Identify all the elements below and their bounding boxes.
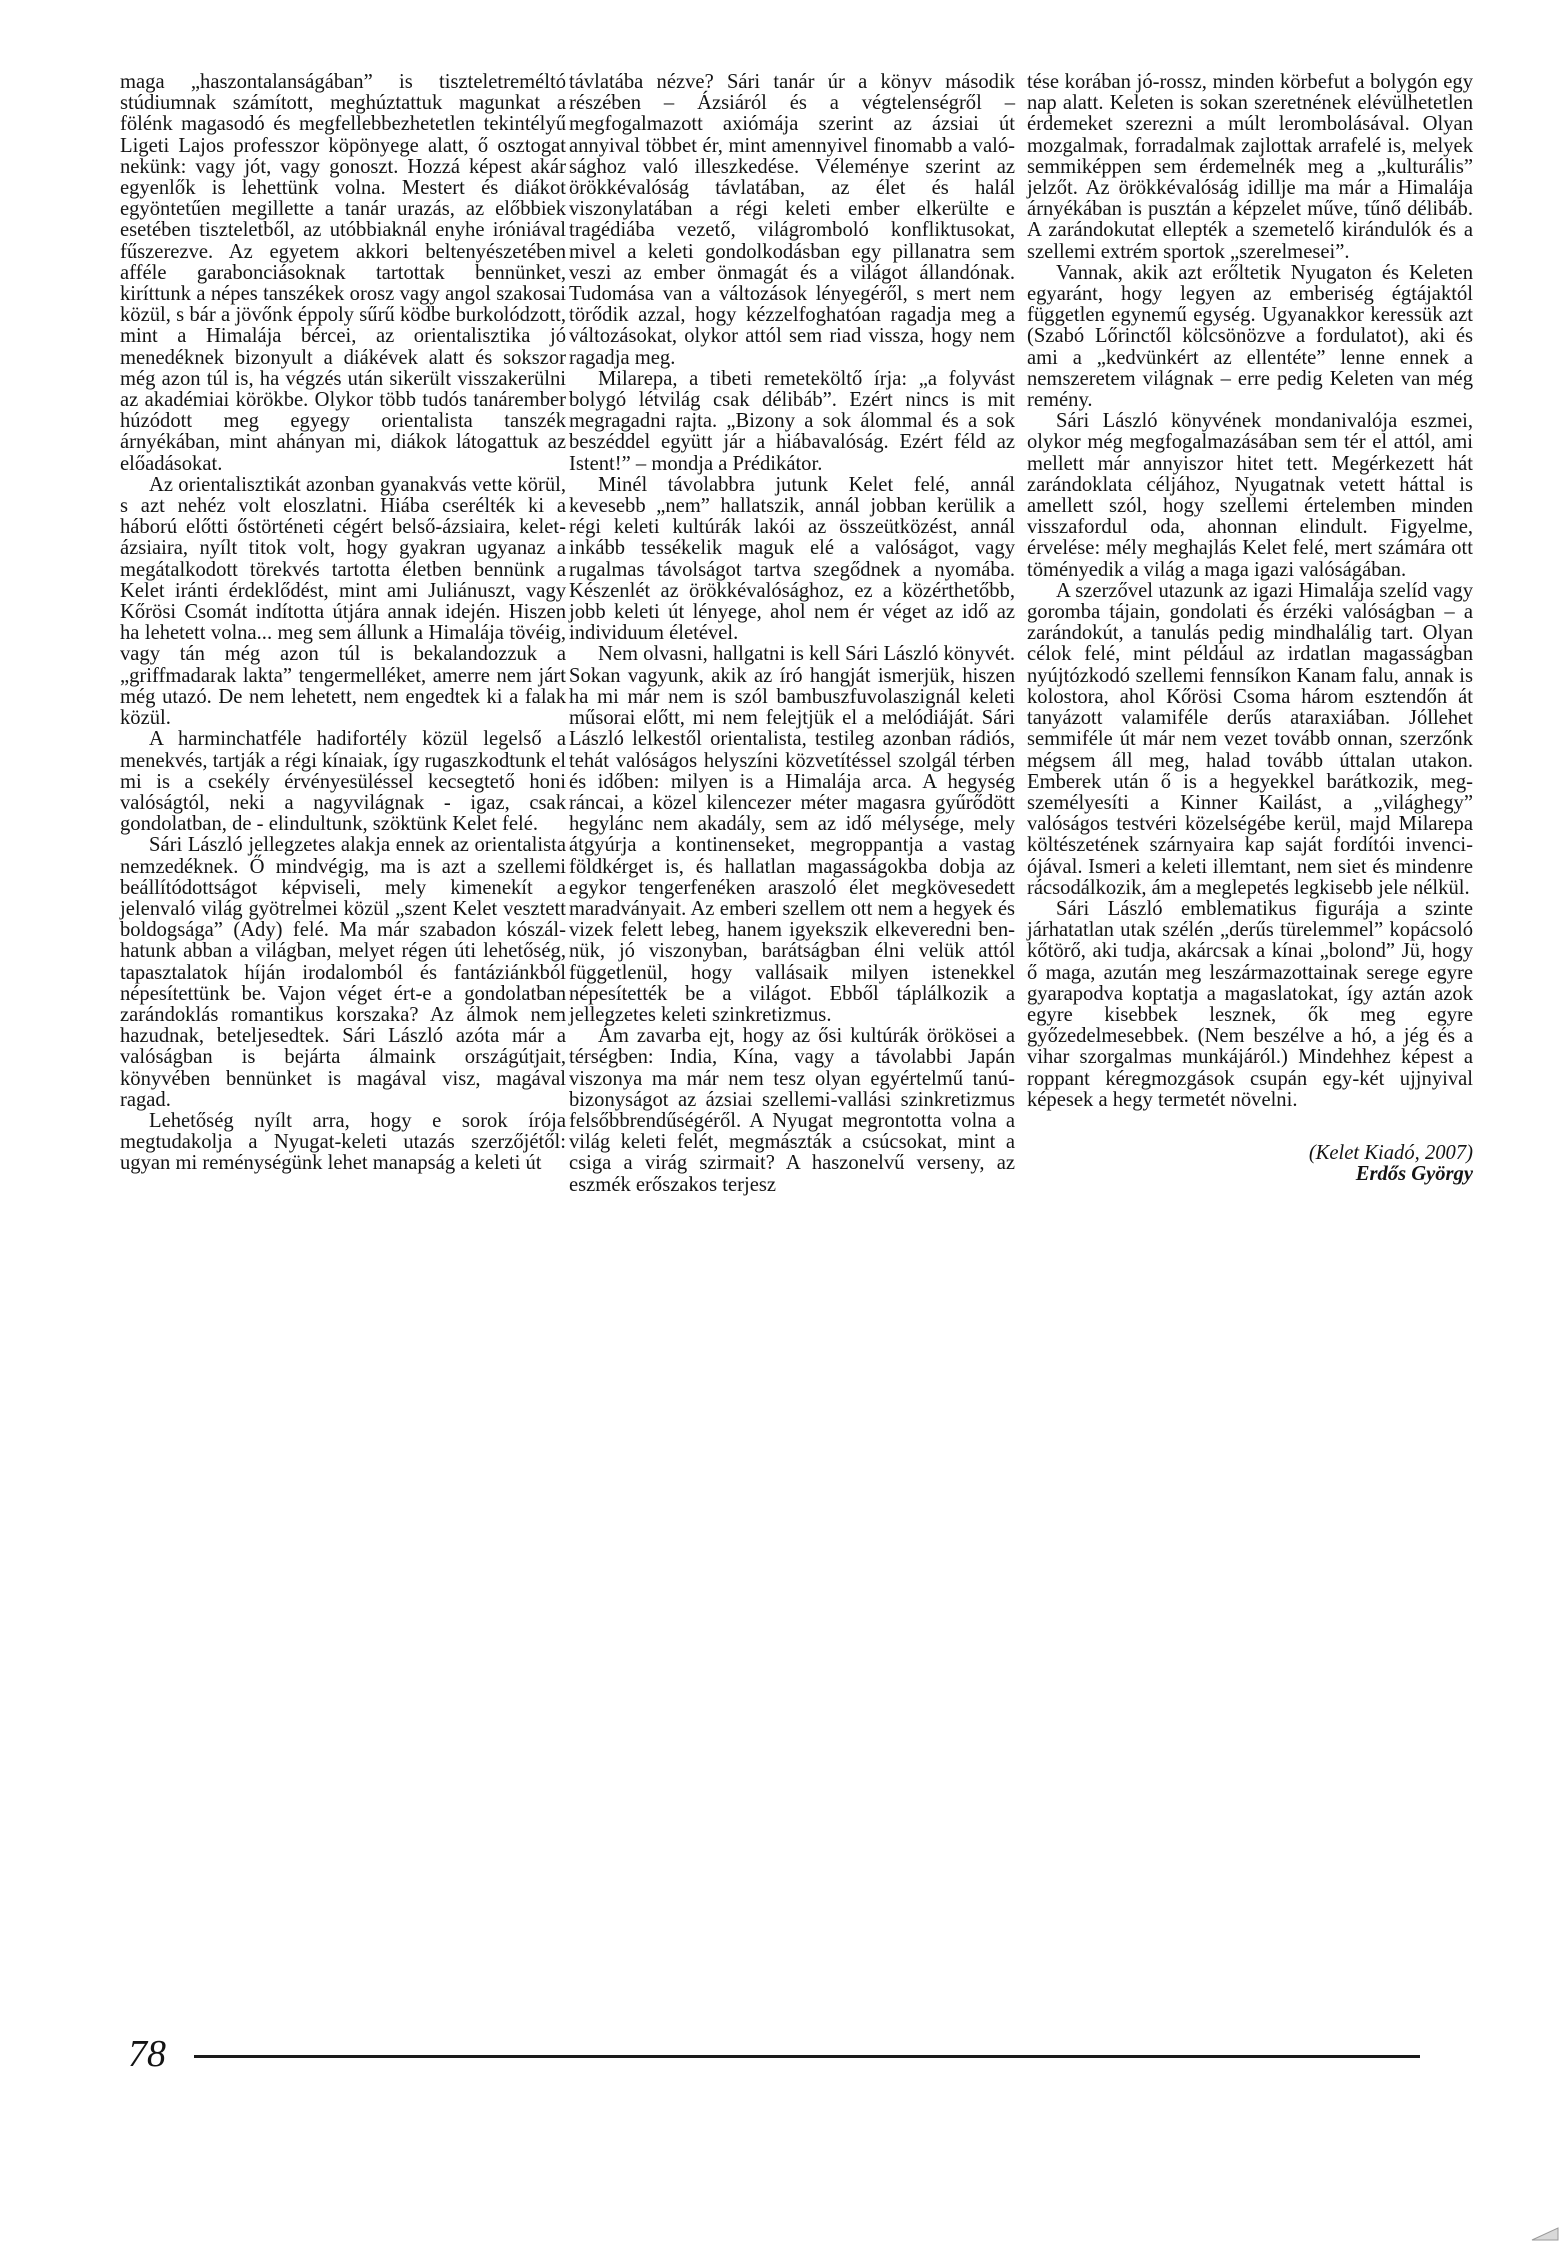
paragraph: Minél távolabbra jutunk Kelet felé, annál kevesebb „nem” hallatszik, annál jobban kerülik a régi keleti kultúrák lakói az összeütközést, annál inkább tessékelik maguk elé a valóságot, vagy rugalmas távolságot tartva szegődnek a nyomába. Készenlét az örökkévalósághoz, ez a közérthetőbb, jobb keleti út lényege, ahol nem ér véget az idő az individuum életével. bbox=[569, 473, 1015, 645]
paragraph: Sári László jellegzetes alakja ennek az orientalista nemzedéknek. Ő mindvégig, ma is azt a szellemi beállítódottságot képviseli, mely kimenekít a jelenvaló világ gyötrelmei közül „szent Kelet vesztett boldogsága” (Ady) felé. Ma már szabadon kószálhatunk abban a világban, melyet régen úti lehetőség, tapasztalatok híján irodalomból és fantáziánkból népesítettünk be. Vajon véget ért-e a gondolatban zarándoklás romantikus korszaka? Az álmok nem hazudnak, beteljesedtek. Sári László azóta már a valóságban is bejárta álmaink országútjait, könyvében bennünket is magával visz, magával ragad. bbox=[120, 834, 566, 1111]
paragraph: Vannak, akik azt erőltetik Nyugaton és Keleten egyaránt, hogy legyen az emberiség égtájaktól független egynemű egység. Ugyanakkor keressük azt (Szabó Lőrinctől kölcsönözve a fordulatot), aki és ami a „kedvünkért az ellentéte” lenne ennek a nemszeretem világnak – erre pedig Keleten van még remény. bbox=[1027, 261, 1473, 412]
paragraph: Lehetőség nyílt arra, hogy e sorok írója megtudakolja a Nyugat-keleti utazás szerzőjétől: ugyan mi reménységünk lehet manapság a keleti út bbox=[120, 1109, 566, 1175]
scan-corner-mark-icon bbox=[1530, 2224, 1560, 2242]
page-footer bbox=[128, 2032, 1418, 2082]
paragraph: A szerzővel utazunk az igazi Himalája szelíd vagy goromba tájain, gondolati és érzéki valóságban – a zarándokút, a tanulás pedig mindhalálig tart. Olyan célok felé, mint például az irdatlan magasságban nyújtózkodó szellemi fennsíkon Kanam falu, annak is kolostora, ahol Kőrösi Csoma három esztendőn át tanyázott valamiféle derűs ataraxiában. Jóllehet semmiféle út már nem vezet tovább onnan, szerzőnk mégsem áll meg, halad tovább úttalan utakon. Emberek után ő is a hegyekkel barátkozik, megszemélyesíti a Kinner Kailást, a „világhegy” valóságos testvéri közelségébe kerül, majd Milarepa költészetének szárnyaira kap saját fordítói invenciójával. Ismeri a keleti illemtant, nem siet és mindenre rácsodálkozik, ám a meglepetés legkisebb jele nélkül. bbox=[1027, 579, 1473, 899]
footer-rule bbox=[194, 2055, 1420, 2058]
paragraph: Ám zavarba ejt, hogy az ősi kultúrák örökösei a térségben: India, Kína, vagy a távolabbi Japán viszonya ma már nem tesz olyan egyértelmű tanúbizonyságot az ázsiai szellemi-vallási szinkretizmus felsőbbrendűségéről. A Nyugat megrontotta volna a világ keleti felét, megmászták a csúcsokat, mint a csiga a virág szirmait? A haszonelvű verseny, az eszmék erőszakos terjesz bbox=[569, 1025, 1015, 1196]
paragraph: tése korában jó-rossz, minden körbefut a bolygón egy nap alatt. Keleten is sokan szeretnének elévülhetetlen érdemeket szerezni a múlt lerombolásával. Olyan mozgalmak, forradalmak zajlottak arrafelé is, melyek semmiképpen sem érdemelnék meg a „kulturális” jelzőt. Az örökkévalóság idillje ma már a Himalája árnyékában is pusztán a képzelet műve, tűnő délibáb. A zarándokutat ellepték a szemetelő kirándulók és a szellemi extrém sportok „szerelmesei”. bbox=[1027, 71, 1473, 263]
paragraph: távlatába nézve? Sári tanár úr a könyv második részében – Ázsiáról és a végtelenségről – megfogalmazott axiómája szerint az ázsiai út annyival többet ér, mint amennyivel finomabb a valósághoz való illeszkedése. Véleménye szerint az örökkévalóság távlatában, az élet és halál viszonylatában a régi keleti ember elkerülte e tragédiába vezető, világromboló konfliktusokat, mivel a keleti gondolkodásban egy pillanatra sem veszi az ember önmagát és a világot állandónak. Tudomása van a változások lényegéről, s mert nem törődik azzal, hogy kézzelfoghatóan ragadja meg a változásokat, olykor attól sem riad vissza, hogy nem ragadja meg. bbox=[569, 71, 1015, 369]
paragraph: Milarepa, a tibeti remeteköltő írja: „a folyvást bolygó létvilág csak délibáb”. Ezért nincs is mit megragadni rajta. „Bizony a sok álommal és a sok beszéddel együtt jár a hiábavalóság. Ezért féld az Istent!” – mondja a Prédikátor. bbox=[569, 367, 1015, 475]
paragraph: Sári László emblematikus figurája a szinte járhatatlan utak szélén „derűs türelemmel” kopácsoló kőtörő, aki tudja, akárcsak a kínai „bolond” Jü, hogy ő maga, azután meg leszármazottainak serege egyre gyarapodva koptatja a magaslatokat, így aztán azok egyre kisebbek lesznek, ők meg egyre győzedelmesebbek. (Nem beszélve a hó, a jég és a vihar szorgalmas munkájáról.) Mindehhez képest a roppant kéregmozgások csupán egy-két ujjnyival képesek a hegy termetét növelni. bbox=[1027, 897, 1473, 1111]
text-column-1 bbox=[120, 72, 566, 1175]
author-name: Erdős György bbox=[1355, 1163, 1473, 1186]
paragraph: A harminchatféle hadifortély közül legelső a menekvés, tartják a régi kínaiak, így rugaszkodtunk el mi is a csekély érvényesüléssel kecsegtető honi valóságtól, neki a nagyvilágnak - igaz, csak gondolatban, de - elindultunk, szöktünk Kelet felé. bbox=[120, 728, 566, 836]
page-number: 78 bbox=[128, 2033, 166, 2075]
publisher-note: (Kelet Kiadó, 2007) bbox=[1308, 1141, 1473, 1164]
paragraph: Sári László könyvének mondanivalója eszmei, olykor még megfogalmazásában sem tér el attól, ami mellett már annyiszor hitet tett. Megérkezett hát zarándoklata céljához, Nyugatnak vetett háttal is amellett szól, hogy szellemi értelemben minden visszafordul oda, ahonnan elindult. Figyelme, érvelése: mély meghajlás Kelet felé, mert számára ott töményedik a világ a maga igazi valóságában. bbox=[1027, 410, 1473, 581]
review-signature bbox=[1027, 1143, 1473, 1185]
paragraph: Az orientalisztikát azonban gyanakvás vette körül, s azt nehéz volt eloszlatni. Hiába cserélték ki a háború előtti őstörténeti cégért belső-ázsiaira, kelet-ázsiaira, nyílt titok volt, hogy gyakran ugyanaz a megátalkodott törekvés tartotta életben bennünk a Kelet iránti érdeklődést, mint ami Juliánuszt, vagy Kőrösi Csomát indította útjára annak idején. Hiszen ha lehetett volna... meg sem állunk a Himalája tövéig, vagy tán még azon túl is bekalandozzuk a „griffmadarak lakta” tengermelléket, amerre nem járt még utazó. De nem lehetett, nem engedtek ki a falak közül. bbox=[120, 473, 566, 730]
paragraph: maga „haszontalanságában” is tiszteletreméltó stúdiumnak számított, meghúztattuk magunkat a fölénk magasodó és megfellebbezhetetlen tekintélyű Ligeti Lajos professzor köpönyege alatt, ő osztogat nekünk: vagy jót, vagy gonoszt. Hozzá képest akár egyenlők is lehettünk volna. Mestert és diákot egyöntetűen megillette a tanár urazás, az előbbiek esetében tiszteletből, az utóbbiaknál enyhe iróniával fűszerezve. Az egyetem akkori beltenyészetében afféle garabonciásoknak tartottak bennünket, kiríttunk a népes tanszékek orosz vagy angol szakosai közül, s bár a jövőnk éppoly sűrű ködbe burkolódzott, mint a Himalája bércei, az orientalisztika jó menedéknek bizonyult a diákévek alatt és sokszor még azon túl is, ha végzés után sikerült visszakerülni az akadémiai körökbe. Olykor több tudós tanárember húzódott meg egyegy orientalista tanszék árnyékában, mint ahányan mi, diákok látogattuk az előadásokat. bbox=[120, 71, 566, 475]
text-column-3 bbox=[1027, 72, 1473, 1185]
text-column-2 bbox=[569, 72, 1015, 1196]
paragraph: Nem olvasni, hallgatni is kell Sári László könyvét. Sokan vagyunk, akik az író hangját ismerjük, hiszen ha mi már nem is szól bambuszfuvolaszignál keleti műsorai előtt, mi nem felejtjük el a melódiáját. Sári László lelkestől orientalista, testileg azonban rádiós, tehát valóságos helyszíni közvetítéssel szolgál térben és időben: milyen is a Himalája arca. A hegység ráncai, a közel kilencezer méter magasra gyűrődött hegylánc nem akadály, sem az idő mélysége, mely átgyúrja a kontinenseket, megroppantja a vastag földkérget is, és hallatlan magasságokba dobja az egykor tengerfenéken araszoló élet megkövesedett maradványait. Az emberi szellem ott nem a hegyek és vizek felett lebeg, hanem igyekszik elkeveredni bennük, jó viszonyban, barátságban élni velük attól függetlenül, hogy vallásaik milyen istenekkel népesítették be a világot. Ebből táplálkozik a jellegzetes keleti szinkretizmus. bbox=[569, 643, 1015, 1026]
